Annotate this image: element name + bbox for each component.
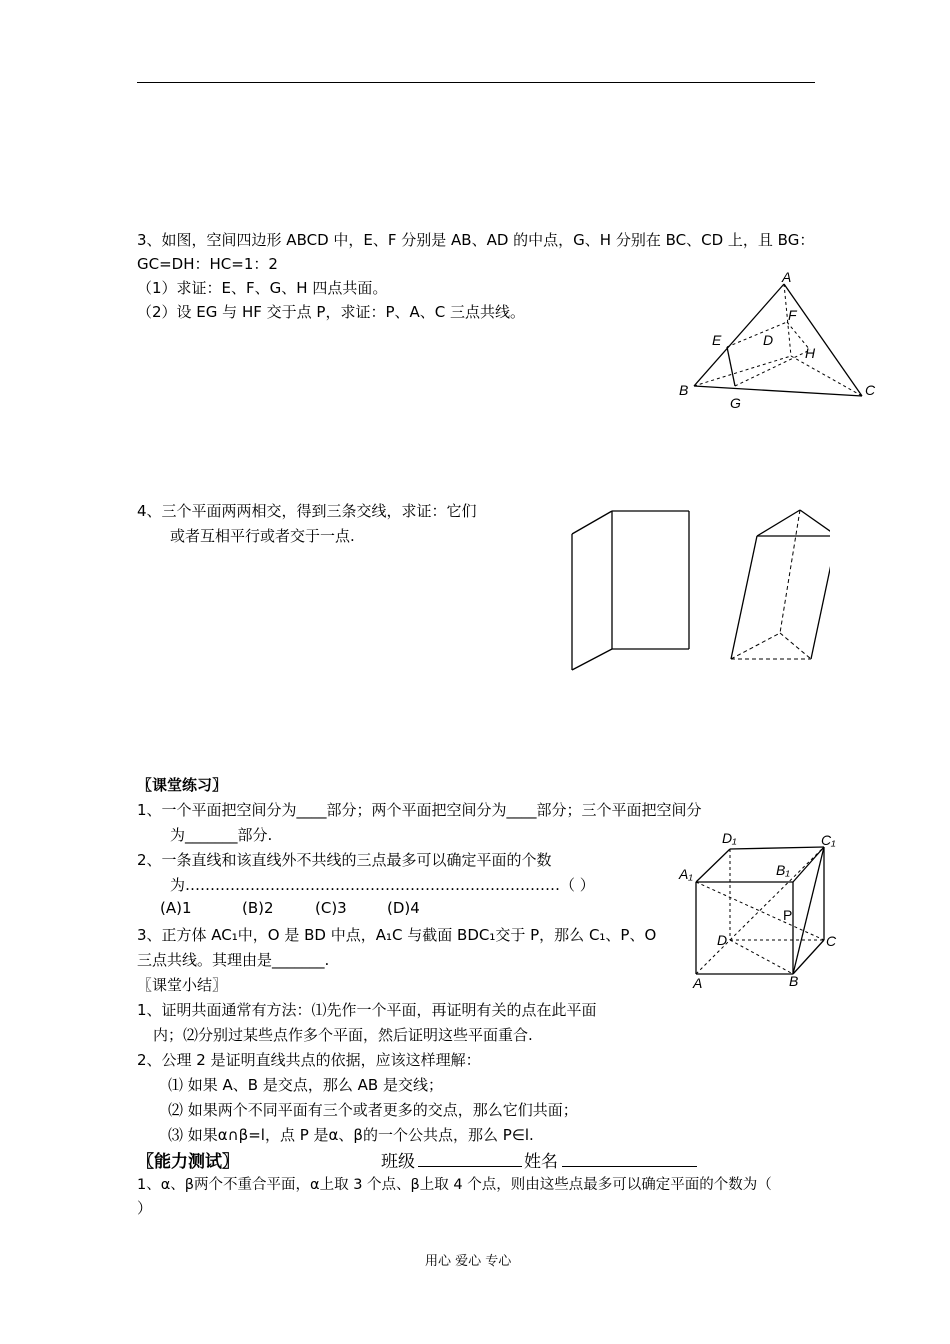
label-c: C [826,933,837,949]
summary-header: 〖课堂小结〗 [137,976,228,994]
page-footer: 用心 爱心 专心 [425,1254,512,1269]
q3-line1: 3、如图，空间四边形 ABCD 中，E、F 分别是 AB、AD 的中点，G、H 分别在 BC、CD 上，且 BG： [137,231,815,249]
label-c1: C₁ [821,832,836,848]
summary-p1-line2: 内；⑵分别过某些点作多个平面，然后证明这些平面重合. [153,1026,533,1044]
q4-line2: 或者互相平行或者交于一点. [170,527,355,545]
prism-figure-right [720,500,830,670]
label-c: C [865,382,876,398]
q3-part1: （1）求证：E、F、G、H 四点共面。 [137,279,388,297]
header-rule [137,82,815,83]
practice-q1-line2: 为_______部分. [170,826,273,844]
label-h: H [805,345,816,361]
name-blank [562,1166,697,1167]
practice-q2-line2: 为…………………………………………………………………（ ） [170,876,595,894]
edge-dc [791,356,862,396]
segment-eg [727,347,735,386]
label-a: A [782,269,792,285]
label-f: F [788,307,797,323]
option-a: (A)1 [160,899,192,917]
test-q1-line1: 1、α、β两个不重合平面，α上取 3 个点、β上取 4 个点，则由这些点最多可以确定平面的个数为（ [137,1177,772,1193]
practice-q1-line1: 1、一个平面把空间分为____部分；两个平面把空间分为____部分；三个平面把空间分 [137,801,702,819]
label-d: D [763,332,774,348]
practice-header: 〖课堂练习〗 [137,776,228,794]
label-p: P [783,907,793,923]
summary-p2-item3: ⑶ 如果α∩β=l，点 P 是α、β的一个公共点，那么 P∈l. [168,1126,534,1144]
q3-part2: （2）设 EG 与 HF 交于点 P，求证：P、A、C 三点共线。 [137,303,525,321]
edge-bc [694,386,862,396]
label-g: G [730,395,741,411]
label-d1: D₁ [722,830,737,846]
summary-p1-line1: 1、证明共面通常有方法：⑴先作一个平面，再证明有关的点在此平面 [137,1001,597,1019]
class-label: 班级 [381,1152,415,1172]
prism-figure-left [560,500,700,680]
label-a1: A₁ [679,866,693,882]
segment-gh [735,350,810,386]
edge-bd [694,356,791,386]
summary-p2: 2、公理 2 是证明直线共点的依据，应该这样理解： [137,1051,481,1069]
q4-line1: 4、三个平面两两相交，得到三条交线，求证：它们 [137,502,477,520]
test-header: 〖能力测试〗 [137,1152,239,1172]
summary-p2-item1: ⑴ 如果 A、B 是交点，那么 AB 是交线； [168,1076,443,1094]
label-b: B [789,973,799,989]
practice-q3-line2: 三点共线。其理由是_______. [137,951,330,969]
summary-p2-item2: ⑵ 如果两个不同平面有三个或者更多的交点，那么它们共面； [168,1101,578,1119]
tetrahedron-figure [670,262,880,417]
practice-q3-line1: 3、正方体 AC₁中，O 是 BD 中点，A₁C 与截面 BDC₁交于 P，那么 C₁、P、O [137,926,657,944]
label-d: D [717,932,728,948]
option-d: (D)4 [387,899,420,917]
label-b: B [679,382,689,398]
edge-ac [784,284,862,396]
class-blank [418,1166,522,1167]
test-q1-line2: ） [137,1199,153,1217]
cube-figure [675,827,845,992]
segment-ef [727,322,787,347]
option-c: (C)3 [315,899,347,917]
practice-q2-line1: 2、一条直线和该直线外不共线的三点最多可以确定平面的个数 [137,851,552,869]
q3-line2: GC=DH：HC=1：2 [137,255,278,273]
name-label: 姓名 [524,1152,558,1172]
label-a: A [693,975,703,991]
option-b: (B)2 [242,899,274,917]
label-b1: B₁ [776,862,790,878]
label-e: E [712,332,722,348]
